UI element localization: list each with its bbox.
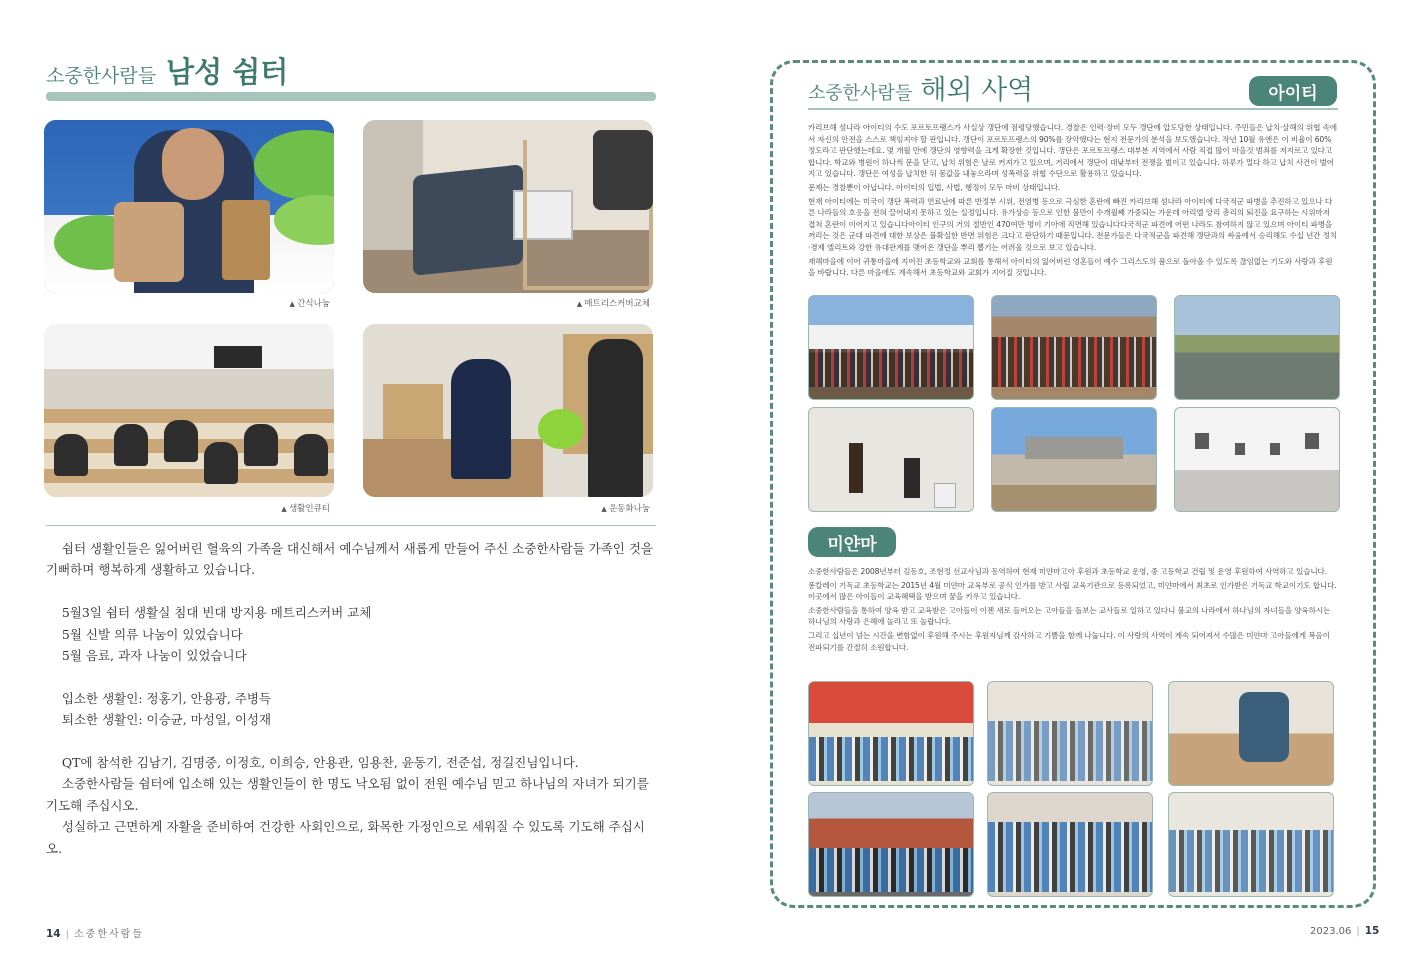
paragraph: 카리브해 섬나라 아이티의 수도 포르토프랭스가 사실상 갱단에 점령당했습니다. 경찰은 인력·장비 모두 갱단에 압도당한 상태입니다. 주민들은 납치·살해의 위협 속에서 자신의 안전을 스스로 책임져야 할 판입니다. 갱단이 포르토프랭스의 90%를 장악했다는 현지 전문가의 분석을 보도했습니다. 작년 10월 유엔은 이 비율이 60% 정도라고 판단했는데요. 몇 개월 만에 갱단의 영향력을 크게 확장한 것입니다. 갱단은 포르토프랭스 대부분 지역에서 사람 직접 많이 마을것 범죄를 저지르고 있다고 합니다. 학교와 병원이 하나씩 문을 닫고, 납치 위험은 날로 커져가고 있으며, 거리에서 갱단이 대낮부터 전쟁을 벌이고 있습니다. 하루가 멀다 하고 납치 사건이 벌어지고 있습니다. 갱단은 여성을 납치한 뒤 몸값을 내놓으라며 성폭력을 위협 수단으로 활용하고 있습니다. <box>808 123 1337 179</box>
shelter-report-text <box>46 538 658 859</box>
publication-name: 소중한사람들 <box>74 929 144 940</box>
left-title-small: 소중한사람들 <box>46 65 157 87</box>
left-title-bar <box>46 92 656 101</box>
divider <box>46 525 656 526</box>
myanmar-badge: 미얀마 <box>808 527 896 557</box>
paragraph: 5월 음료, 과자 나눔이 있었습니다 <box>46 648 247 664</box>
photo-haiti-school-building <box>991 407 1157 512</box>
right-title-big: 해외 사역 <box>920 75 1034 106</box>
paragraph: 그리고 십년이 넘는 시간을 변함없이 후원해 주시는 후원자님께 감사하고 기쁨을 함께 나눕니다. 이 사랑의 사역이 계속 되어져서 수많은 미얀마 고아들에게 복음이 전파되기를 간절히 소원합니다. <box>808 630 1330 652</box>
photo-caption: ▲ 매트리스커버교체 <box>500 297 650 309</box>
paragraph: 소중한사람들은 2008년부터 김동호, 조현정 선교사님과 동역하여 현재 미얀마고아 후원과 초등학교 운영, 중 고등학교 건립 및 운영 후원하여 사역하고 있습니다. <box>808 567 1327 576</box>
photo-myanmar-school-children <box>808 792 974 897</box>
paragraph: 퐁칼레이 기독교 초등학교는 2015년 4월 미얀마 교육부로 공식 인가를 받고 사립 교육기관으로 등록되었고, 미얀마에서 최초로 인가받은 기독교 학교이기도 합니다. 이곳에서 많은 아이들이 교육혜택을 받으며 꿈을 키우고 있습니다. <box>808 580 1337 602</box>
photo-myanmar-kids-indoor <box>987 792 1153 897</box>
photo-haiti-painting-wall <box>808 407 974 512</box>
photo-myanmar-medical <box>987 681 1153 786</box>
issue-date: 2023.06 <box>1310 926 1352 937</box>
photo-caption: ▲ 간식나눔 <box>200 297 330 309</box>
page-number: 15 <box>1364 925 1380 937</box>
paragraph: 입소한 생활인: 정홍기, 안용광, 주병득 <box>46 690 272 706</box>
haiti-badge: 아이티 <box>1249 76 1337 106</box>
photo-myanmar-teachers <box>1168 792 1334 897</box>
photo-myanmar-treatment <box>1168 681 1334 786</box>
paragraph: 5월3일 쉼터 생활실 침대 빈대 방지용 메트리스커버 교체 <box>46 605 372 621</box>
paragraph: 현재 아이티에는 미국이 갱단 폭력과 연료난에 따른 반정부 시위, 전염병 등으로 극심한 혼란에 빠진 카리브해 섬나라 아이티에 다국적군 파병을 추진하고 있으나 다른 나라들의 호응을 전혀 끌어내지 못하고 있는 실정입니다. 유가상승 등으로 인한 불만이 수개월째 가중되는 가운데 아리엘 앙리 총리의 퇴진을 요구하는 시위마저 겹쳐 혼란이 이어지고 있습니다아이티 인구의 거의 절반인 470여만 명이 기아에 직면해 있습니다다국적군 파견에 어떤 나라도 참여하지 않고 있으며 아이티 파병을 꺼리는 것은 군대 파견에 대한 보상은 불확실한 반면 위험은 크다고 판단하기 때문입니다. 전문가들은 다국적군을 파견해 갱단과의 싸움에서 승리해도 수십 년간 정치·경제 엘리트와 강한 유대관계를 맺어온 갱단을 뿌리 뽑기는 어려울 것으로 보고 있습니다. <box>808 196 1337 252</box>
right-page-title <box>808 68 1033 107</box>
photo-myanmar-group <box>808 681 974 786</box>
photo-snack-sharing <box>44 120 334 293</box>
myanmar-text <box>808 566 1338 674</box>
right-title-small: 소중한사람들 <box>808 83 913 104</box>
photo-haiti-village-crowd <box>991 295 1157 400</box>
haiti-text <box>808 122 1338 288</box>
paragraph: 소중한사람들을 통하여 양육 받고 교육받은 고아들이 이젠 새로 들어오는 고아들을 돌보는 교사들로 일하고 있다니 불교의 나라에서 하나님의 자녀들을 양육하시는 하나님의 사랑과 은혜에 놀라고 또 놀랍니다. <box>808 605 1331 627</box>
left-footer: 14 | 소중한사람들 <box>46 928 144 940</box>
paragraph: 소중한사람들 쉼터에 입소해 있는 생활인들이 한 명도 낙오됨 없이 전원 예수님 믿고 하나님의 자녀가 되기를 기도해 주십시오. <box>46 776 653 813</box>
paragraph <box>46 666 658 687</box>
left-page-title <box>46 50 288 94</box>
photo-caption: ▲ 생활인큐티 <box>200 502 330 514</box>
photo-haiti-church-crowd <box>808 295 974 400</box>
paragraph: 5월 신발 의류 나눔이 있었습니다 <box>46 626 243 642</box>
photo-resident-qt <box>44 324 334 497</box>
photo-haiti-flooded-village <box>1174 295 1340 400</box>
divider <box>808 108 1338 110</box>
paragraph: 쉼터 생활인들은 잃어버린 혈육의 가족을 대신해서 예수님께서 새롭게 만들어 주신 소중한사람들 가족인 것을 기뻐하며 행복하게 생활하고 있습니다. <box>46 541 657 578</box>
paragraph: 문제는 경찰뿐이 아닙니다. 아이티의 입법, 사법, 행정이 모두 마비 상태입니다. <box>808 182 1061 192</box>
paragraph <box>46 731 658 752</box>
paragraph: 재해마을에 이어 귀퉁마을에 지어진 초등학교와 교회를 통해서 아이티의 잃어버린 영혼들이 예수 그리스도의 품으로 돌아올 수 있도록 끊임없는 기도와 사랑과 후원을 바랍니다. 다른 마을에도 계속해서 초등학교와 교회가 지어질 것입니다. <box>808 256 1333 278</box>
photo-caption: ▲ 운동화나눔 <box>520 502 650 514</box>
right-footer: 2023.06 | 15 <box>1310 925 1380 937</box>
paragraph: 퇴소한 생활인: 이승균, 마성일, 이성재 <box>46 712 272 728</box>
photo-shoe-sharing <box>363 324 653 497</box>
paragraph <box>46 581 658 602</box>
paragraph: QT에 참석한 김남기, 김명중, 이정호, 이희승, 안용관, 임용찬, 윤동기, 전준섭, 정길진님입니다. <box>46 755 579 771</box>
photo-mattress-cover <box>363 120 653 293</box>
photo-haiti-church-interior <box>1174 407 1340 512</box>
paragraph: 성실하고 근면하게 자활을 준비하여 건강한 사회인으로, 화목한 가정인으로 세워질 수 있도록 기도해 주십시오. <box>46 819 645 856</box>
page-number: 14 <box>46 928 61 940</box>
left-title-big: 남성 쉼터 <box>166 55 289 89</box>
